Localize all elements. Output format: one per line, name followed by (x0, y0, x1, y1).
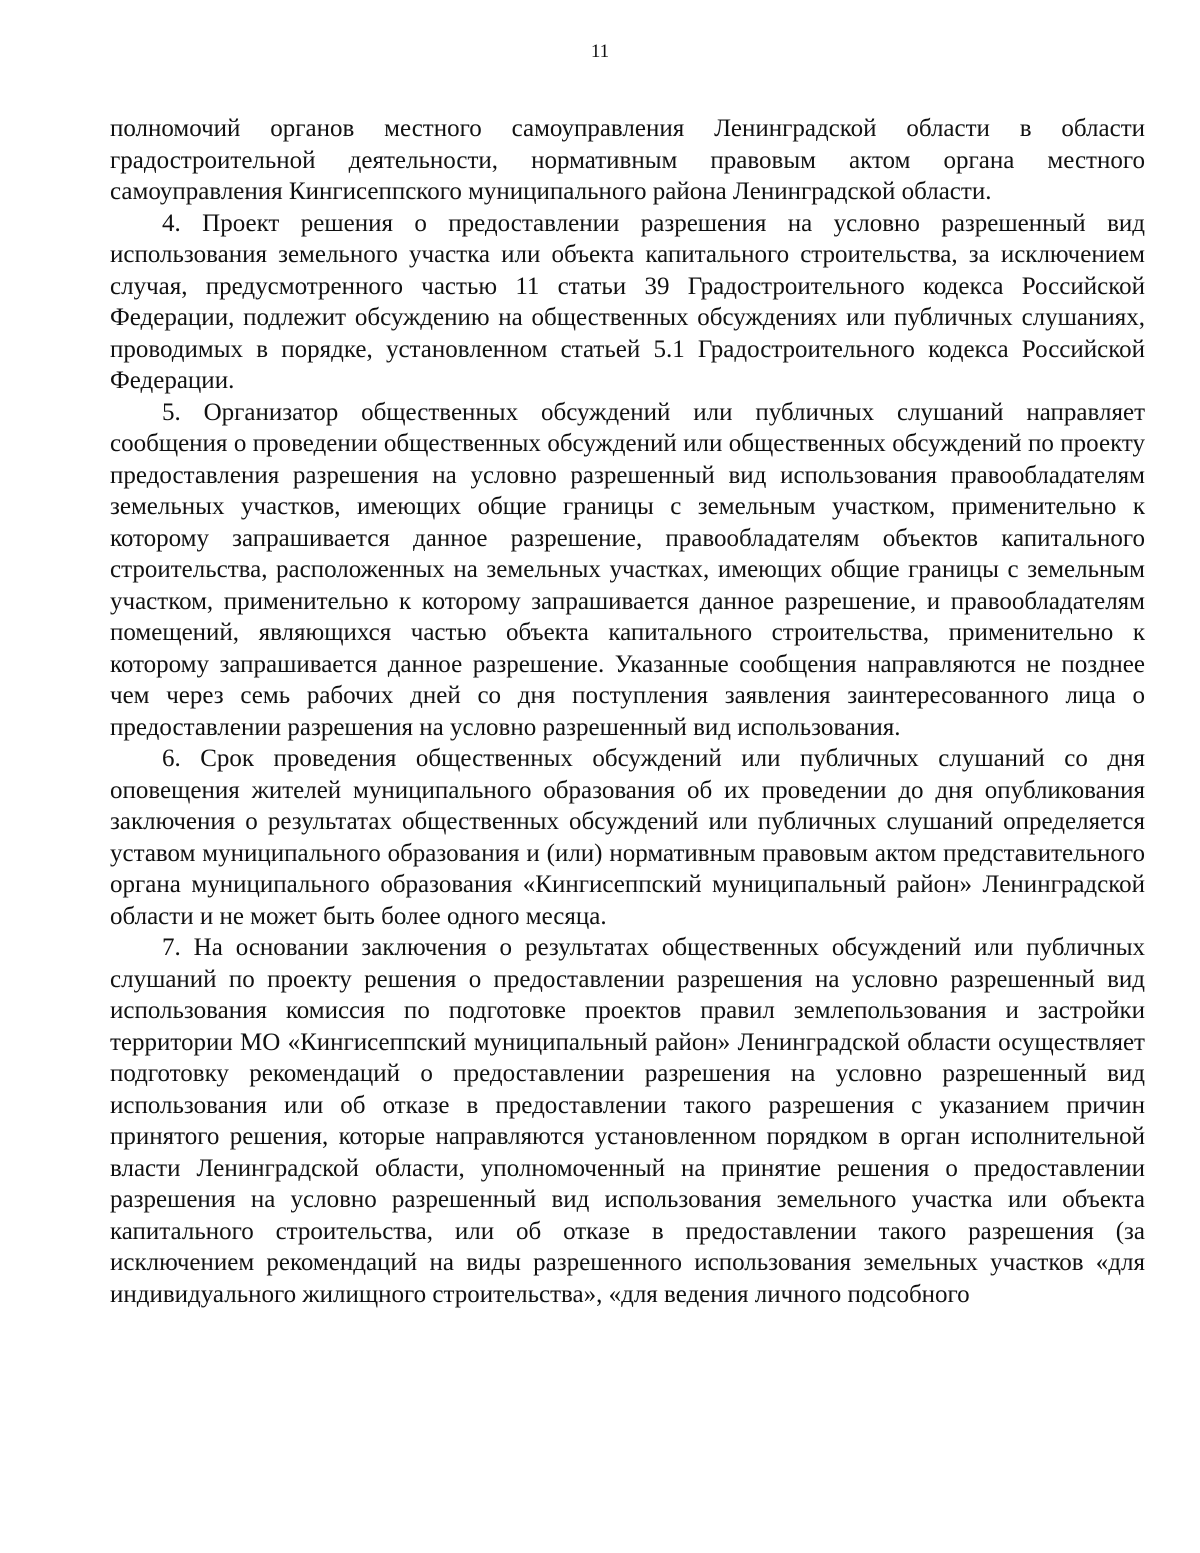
paragraph-clause-4: 4. Проект решения о предоставлении разрешения на условно разрешенный вид использования земельного участка или объекта капитального строительства, за исключением случая, предусмотренного частью 11 статьи 39 Градостроительного кодекса Российской Федерации, подлежит обсуждению на общественных обсуждениях или публичных слушаниях, проводимых в порядке, установленном статьей 5.1 Градостроительного кодекса Российской Федерации. (110, 209, 1145, 394)
document-body (110, 113, 1145, 1310)
paragraph-clause-7: 7. На основании заключения о результатах общественных обсуждений или публичных слушаний по проекту решения о предоставлении разрешения на условно разрешенный вид использования комиссия по подготовке проектов правил землепользования и застройки территории МО «Кингисеппский муниципальный район» Ленинградской области осуществляет подготовку рекомендаций о предоставлении разрешения на условно разрешенный вид использования или об отказе в предоставлении такого разрешения с указанием причин принятого решения, которые направляются установленном порядком в орган исполнительной власти Ленинградской области, уполномоченный на принятие решения о предоставлении разрешения на условно разрешенный вид использования земельного участка или объекта капитального строительства, или об отказе в предоставлении такого разрешения (за исключением рекомендаций на виды разрешенного использования земельных участков «для индивидуального жилищного строительства», «для ведения личного подсобного (110, 934, 1145, 1308)
paragraph-clause-6: 6. Срок проведения общественных обсуждений или публичных слушаний со дня оповещения жителей муниципального образования об их проведении до дня опубликования заключения о результатах общественных обсуждений или публичных слушаний определяется уставом муниципального образования и (или) нормативным правовым актом представительного органа муниципального образования «Кингисеппский муниципальный район» Ленинградской области и не может быть более одного месяца. (110, 745, 1145, 930)
paragraph-clause-5: 5. Организатор общественных обсуждений или публичных слушаний направляет сообщения о проведении общественных обсуждений или общественных обсуждений по проекту предоставления разрешения на условно разрешенный вид использования правообладателям земельных участков, имеющих общие границы с земельным участком, применительно к которому запрашивается данное разрешение, правообладателям объектов капитального строительства, расположенных на земельных участках, имеющих общие границы с земельным участком, применительно к которому запрашивается данное разрешение, и правообладателям помещений, являющихся частью объекта капитального строительства, применительно к которому запрашивается данное разрешение. Указанные сообщения направляются не позднее чем через семь рабочих дней со дня поступления заявления заинтересованного лица о предоставлении разрешения на условно разрешенный вид использования. (110, 398, 1145, 741)
page-number: 11 (590, 41, 610, 62)
paragraph-continuation: полномочий органов местного самоуправления Ленинградской области в области градостроительной деятельности, нормативным правовым актом органа местного самоуправления Кингисеппского муниципального района Ленинградской области. (110, 115, 1145, 205)
